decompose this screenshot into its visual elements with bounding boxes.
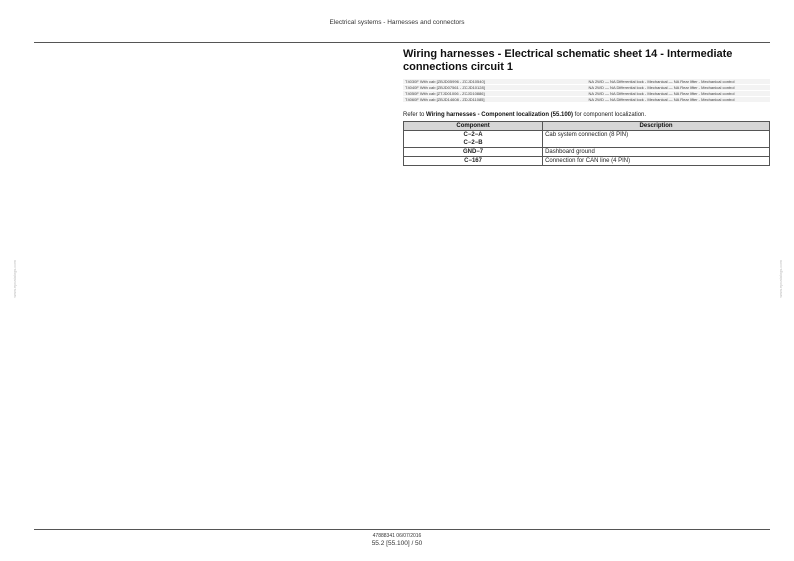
table-row bbox=[403, 97, 770, 103]
table-row bbox=[404, 148, 770, 157]
model-cell: T4040F With cab [ZBJD07561 - ZCJD10128] bbox=[403, 85, 587, 91]
reference-link[interactable]: Wiring harnesses - Component localization (55.100) bbox=[426, 112, 573, 118]
reference-suffix: for component localization. bbox=[573, 112, 647, 118]
config-cell: NA 2WD — NA Differential lock - Mechanical — NA Rear lifter - Mechanical control bbox=[587, 79, 771, 85]
config-cell: NA 2WD — NA Differential lock - Mechanical — NA Rear lifter - Mechanical control bbox=[587, 91, 771, 97]
watermark-left: www.epcatalogs.com bbox=[12, 260, 17, 298]
description-cell: Cab system connection (8 PIN) bbox=[543, 131, 770, 148]
table-row bbox=[404, 157, 770, 166]
header-divider bbox=[34, 42, 770, 43]
model-cell: T4050F With cab [ZTJD01006 - ZCJD10886] bbox=[403, 91, 587, 97]
component-cell: C−167 bbox=[404, 157, 543, 166]
column-header-description: Description bbox=[543, 122, 770, 131]
config-cell: NA 2WD — NA Differential lock - Mechanical — NA Rear lifter - Mechanical control bbox=[587, 97, 771, 103]
description-cell: Dashboard ground bbox=[543, 148, 770, 157]
table-row bbox=[404, 131, 770, 148]
component-code: C−2−A bbox=[463, 132, 483, 138]
column-header-component: Component bbox=[404, 122, 543, 131]
component-cell: GND−7 bbox=[404, 148, 543, 157]
reference-note bbox=[403, 112, 770, 118]
model-applicability-table bbox=[403, 79, 770, 103]
description-cell: Connection for CAN line (4 PIN) bbox=[543, 157, 770, 166]
page-title: Wiring harnesses - Electrical schematic sheet 14 - Intermediate connections circuit 1 bbox=[403, 48, 733, 73]
component-code: C−2−B bbox=[463, 140, 483, 146]
table-header-row bbox=[404, 122, 770, 131]
config-cell: NA 2WD — NA Differential lock - Mechanical — NA Rear lifter - Mechanical control bbox=[587, 85, 771, 91]
model-cell: T4030F With cab [ZBJD05996 - ZCJD10540] bbox=[403, 79, 587, 85]
reference-prefix: Refer to bbox=[403, 112, 427, 118]
component-table bbox=[403, 121, 770, 166]
model-cell: T4060F With cab [ZBJD14608 - ZDJD11085] bbox=[403, 97, 587, 103]
page-header-title: Electrical systems - Harnesses and connectors bbox=[329, 19, 465, 26]
footer-document-id: 47888341 06/07/2016 bbox=[372, 533, 422, 539]
footer-page-number: 55.2 [55.100] / 50 bbox=[371, 540, 423, 547]
component-cell bbox=[404, 131, 543, 148]
footer-divider bbox=[34, 529, 770, 530]
main-content bbox=[403, 48, 770, 166]
watermark-right: www.epcatalogs.com bbox=[778, 260, 783, 298]
